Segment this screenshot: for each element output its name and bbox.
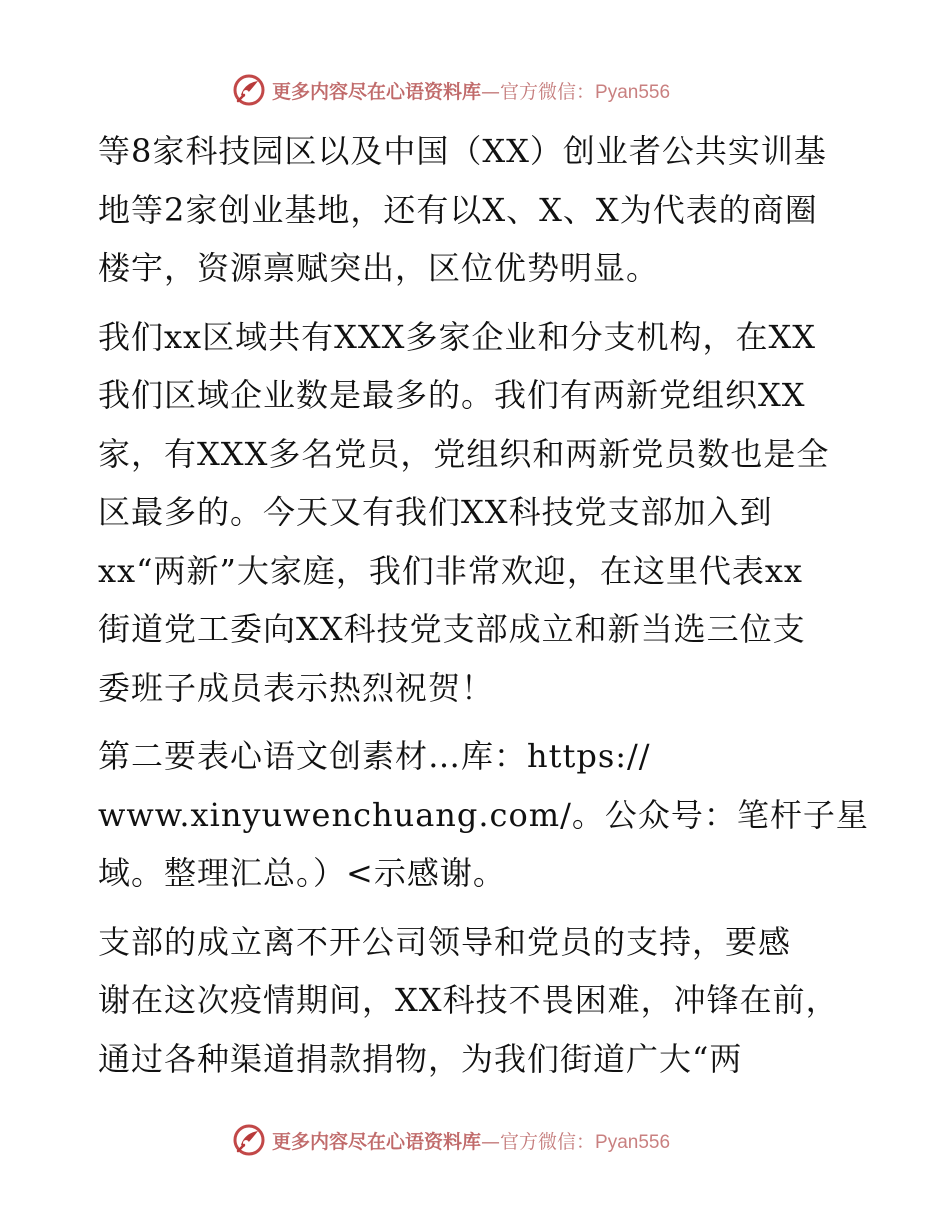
text-line: 谢在这次疫情期间，XX科技不畏困难，冲锋在前， [98,981,839,1019]
header-banner-rest: 官方微信： [500,80,596,103]
brand-logo-icon [232,1123,266,1157]
text-line: 我们xx区域共有XXX多家企业和分支机构，在XX [98,317,817,356]
footer-banner-lead: 更多内容尽在心语资料库 [272,1130,482,1153]
text-line: www.xinyuwenchuang.com/。公众号：笔杆子星 [98,795,869,834]
text-line: 第二要表心语文创素材…库：https:// [98,737,651,775]
header-banner-dash: — [481,80,501,103]
text-line: 支部的成立离不开公司领导和党员的支持，要感 [98,922,792,961]
footer-banner [232,1120,670,1160]
header-banner-lead: 更多内容尽在心语资料库 [272,80,482,103]
footer-banner-dash: — [481,1130,501,1153]
paragraph-2 [98,308,858,718]
paragraph-4 [98,913,858,1089]
text-line: xx“两新”大家庭，我们非常欢迎，在这里代表xx [98,551,803,590]
text-line: 楼宇，资源禀赋突出，区位优势明显。 [98,249,660,287]
document-body [98,122,869,1088]
text-line: 等8家科技园区以及中国（XX）创业者公共实训基 [98,132,827,170]
footer-banner-rest: 官方微信： [500,1130,596,1153]
paragraph-3 [98,727,869,903]
text-line: 委班子成员表示热烈祝贺！ [98,668,495,707]
header-banner [232,70,670,110]
footer-banner-handle: Pyan556 [595,1131,671,1153]
text-line: 地等2家创业基地，还有以X、X、X为代表的商圈 [98,190,818,229]
text-line: 通过各种渠道捐款捐物，为我们街道广大“两 [98,1039,743,1078]
text-line: 域。整理汇总。）<示感谢。 [98,854,506,892]
text-line: 区最多的。今天又有我们XX科技党支部加入到 [98,493,773,531]
header-banner-text [272,77,670,104]
text-line: 我们区域企业数是最多的。我们有两新党组织XX [98,376,806,414]
footer-banner-text [272,1127,670,1154]
text-line: 家，有XXX多名党员，党组织和两新党员数也是全 [98,434,830,473]
brand-logo-icon [232,73,266,107]
header-banner-handle: Pyan556 [595,81,671,103]
paragraph-1 [98,122,858,298]
text-line: 街道党工委向XX科技党支部成立和新当选三位支 [98,610,806,648]
